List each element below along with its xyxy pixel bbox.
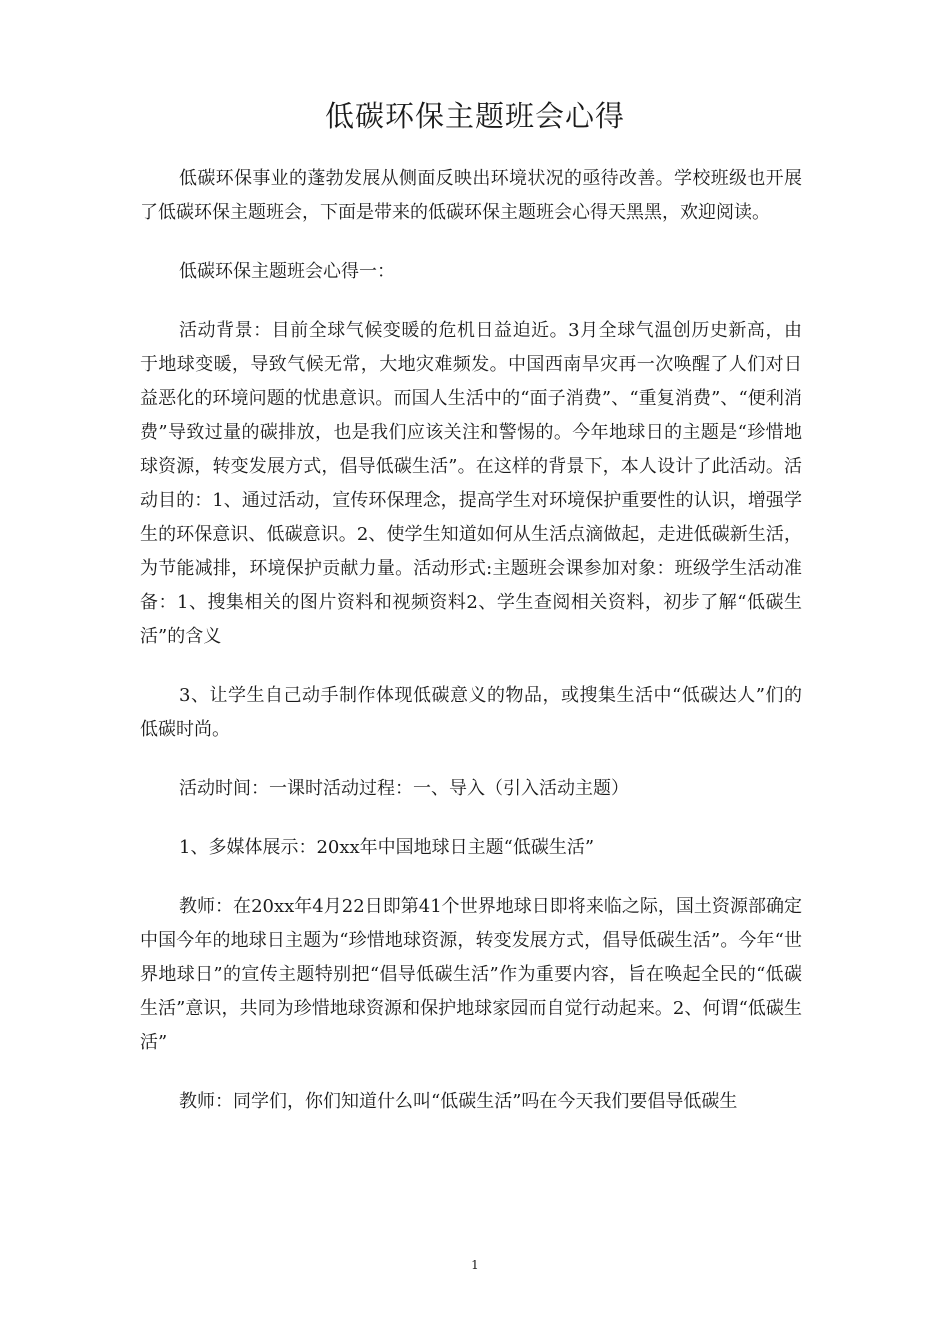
intro-paragraph: 低碳环保事业的蓬勃发展从侧面反映出环境状况的亟待改善。学校班级也开展了低碳环保主题班会，下面是带来的低碳环保主题班会心得天黑黑，欢迎阅读。	[140, 168, 802, 223]
document-body	[140, 162, 802, 1144]
activity-time-paragraph: 活动时间：一课时活动过程：一、导入（引入活动主题）	[179, 778, 629, 799]
teacher-question-paragraph: 教师：同学们，你们知道什么叫“低碳生活”吗在今天我们要倡导低碳生	[179, 1091, 738, 1112]
activity-background-paragraph: 活动背景：目前全球气候变暖的危机日益迫近。3月全球气温创历史新高，由于地球变暖，导致气候无常，大地灾难频发。中国西南旱灾再一次唤醒了人们对日益恶化的环境问题的忧患意识。而国人生活中的“面子消费”、“重复消费”、“便利消费”导致过量的碳排放，也是我们应该关注和警惕的。今年地球日的主题是“珍惜地球资源，转变发展方式，倡导低碳生活”。在这样的背景下，本人设计了此活动。活动目的：1、通过活动，宣传环保理念，提高学生对环境保护重要性的认识，增强学生的环保意识、低碳意识。2、使学生知道如何从生活点滴做起，走进低碳新生活，为节能减排，环境保护贡献力量。活动形式:主题班会课参加对象：班级学生活动准备：1、搜集相关的图片资料和视频资料2、学生查阅相关资料，初步了解“低碳生活”的含义	[140, 320, 802, 647]
multimedia-paragraph: 1、多媒体展示：20xx年中国地球日主题“低碳生活”	[179, 837, 595, 858]
document-title: 低碳环保主题班会心得	[324, 99, 625, 133]
preparation-item-paragraph: 3、让学生自己动手制作体现低碳意义的物品，或搜集生活中“低碳达人”们的低碳时尚。	[140, 685, 802, 740]
section-heading: 低碳环保主题班会心得一：	[179, 261, 395, 282]
teacher-intro-paragraph: 教师：在20xx年4月22日即第41个世界地球日即将来临之际，国土资源部确定中国今年的地球日主题为“珍惜地球资源，转变发展方式，倡导低碳生活”。今年“世界地球日”的宣传主题特别把“倡导低碳生活”作为重要内容，旨在唤起全民的“低碳生活”意识，共同为珍惜地球资源和保护地球家园而自觉行动起来。2、何谓“低碳生活”	[140, 896, 802, 1053]
page-number: 1	[471, 1258, 479, 1272]
